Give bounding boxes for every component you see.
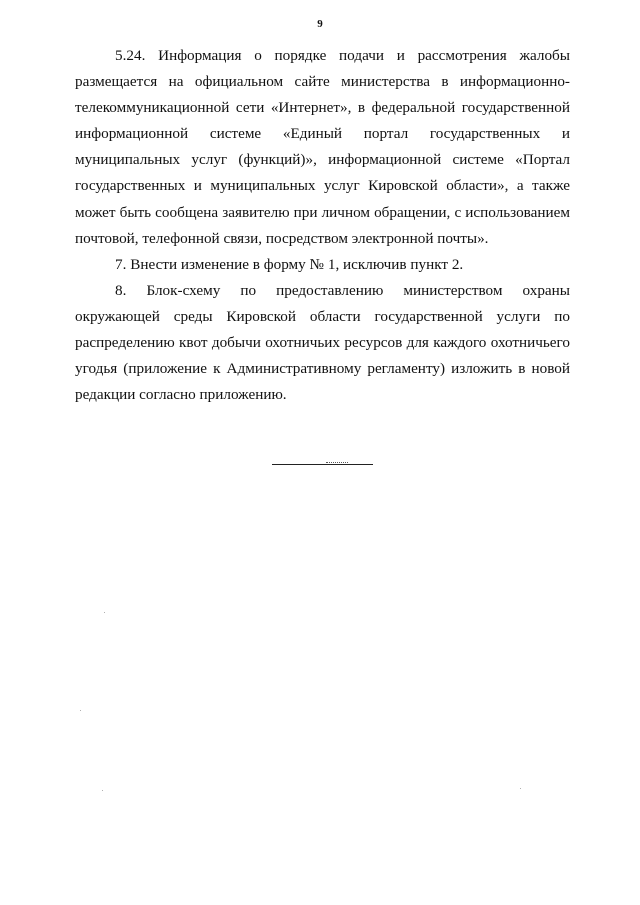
scan-speck [520, 788, 521, 789]
paragraph-5-24: 5.24. Информация о порядке подачи и рассмотрения жалобы размещается на официальном сайте министерства в информационно-телекоммуникационной сети «Интернет», в федеральной государственной информационной системе «Единый портал государственных и муниципальных услуг (функций)», информационной системе «Портал государственных и муниципальных услуг Кировской области», а также может быть сообщена заявителю при личном обращении, с использованием почтовой, телефонной связи, посредством электронной почты». [75, 47, 570, 247]
scan-speck [80, 710, 81, 711]
scan-speck [104, 612, 105, 613]
document-body [75, 43, 570, 408]
page-number: 9 [317, 18, 323, 30]
closing-divider [272, 464, 373, 465]
paragraph-8: 8. Блок-схему по предоставлению министерством охраны окружающей среды Кировской области государственной услуги по распределению квот добычи охотничьих ресурсов для каждого охотничьего угодья (приложение к Административному регламенту) изложить в новой редакции согласно приложению. [75, 281, 570, 404]
paragraph-7: 7. Внести изменение в форму № 1, исключив пункт 2. [115, 255, 464, 273]
scan-speck [102, 790, 103, 791]
